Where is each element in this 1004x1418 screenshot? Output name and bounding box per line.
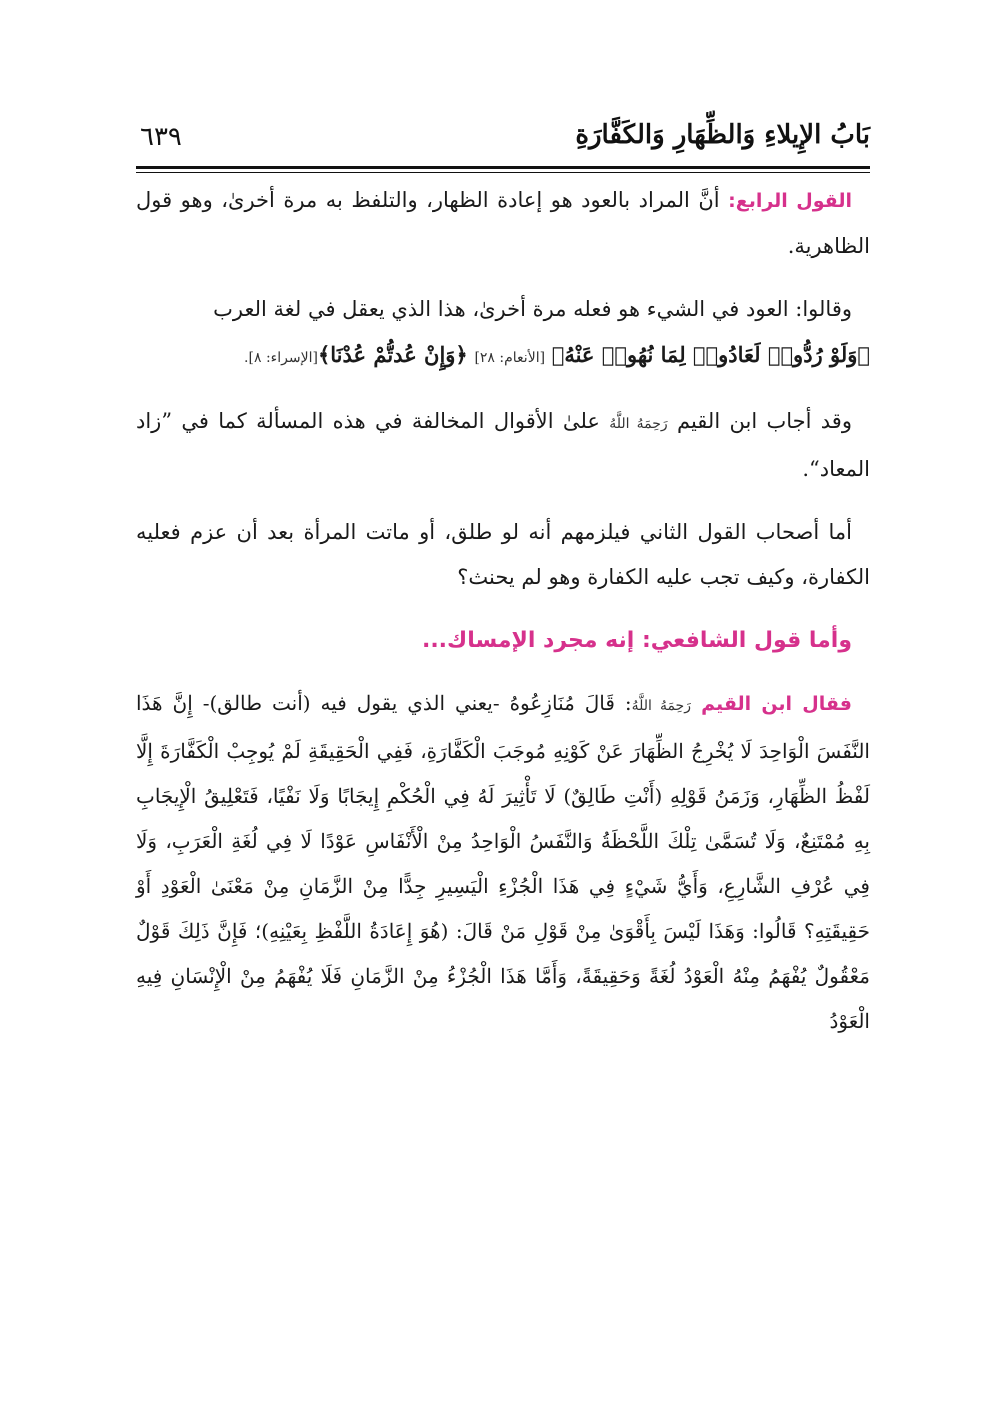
quote-label: فقال ابن القيم [690, 693, 852, 715]
chapter-title: بَابُ الإِيلاءِ وَالظِّهَارِ وَالكَفَّارَةِ [575, 120, 870, 150]
quote-honorific: رَحِمَهُ اللَّهُ [631, 698, 691, 714]
verse-ref-1: [الأنعام: ٢٨] [474, 350, 546, 366]
reply-text-b: علىٰ الأقوال المخالفة في هذه المسألة كما في ”زاد المعاد“. [136, 409, 870, 481]
header-rule-thin [136, 172, 870, 173]
quran-verse-1: ﴿وَلَوْ رُدُّوا۟ لَعَادُوا۟ لِمَا نُهُوا۟ عَنْهُ﴾ [551, 342, 870, 367]
paragraph-second-opinion [136, 510, 870, 600]
fourth-opinion-label: القول الرابع: [728, 190, 852, 212]
second-opinion-text: أما أصحاب القول الثاني فيلزمهم أنه لو طلق، أو ماتت المرأة بعد أن عزم فعليه الكفارة، وكيف تجب عليه الكفارة وهو لم يحنث؟ [136, 520, 870, 589]
header-rule-thick [136, 166, 870, 169]
verse-ref-2: [الإسراء: ٨]. [244, 350, 318, 366]
paragraph-fourth-opinion [136, 178, 870, 269]
quote-text: قَالَ مُنَازِعُوهُ -يعني الذي يقول فيه (أنت طالق)- إِنَّ هَذَا النَّفَسَ الْوَاحِدَ لَا يُخْرِجُ الظِّهَارَ عَنْ كَوْنِهِ مُوجَبَ الْكَفَّارَةِ، فَفِي الْحَقِيقَةِ لَمْ يُوجِبْ الْكَفَّارَةَ إِلَّا لَفْظُ الظِّهَارِ، وَزَمَنُ قَوْلِهِ (أَنْتِ طَالِقٌ) لَا تَأْثِيرَ لَهُ فِي الْحُكْمِ إِيجَابًا وَلَا نَفْيًا، فَتَعْلِيقُ الْإِيجَابِ بِهِ مُمْتَنِعٌ، وَلَا تُسَمَّىٰ تِلْكَ اللَّحْظَةُ وَالنَّفَسُ الْوَاحِدُ مِنْ الْأَنْفَاسِ عَوْدًا لَا فِي لُغَةِ الْعَرَبِ، وَلَا فِي عُرْفِ الشَّارِعِ، وَأَيُّ شَيْءٍ فِي هَذَا الْجُزْءِ الْيَسِيرِ جِدًّا مِنْ الزَّمَانِ مِنْ مَعْنَىٰ الْعَوْدِ أَوْ حَقِيقَتِهِ؟ قَالُوا: وَهَذَا لَيْسَ بِأَقْوَىٰ مِنْ قَوْلِ مَنْ قَالَ: (هُوَ إِعَادَةُ اللَّفْظِ بِعَيْنِهِ)؛ فَإِنَّ ذَلِكَ قَوْلٌ مَعْقُولٌ يُفْهَمُ مِنْهُ الْعَوْدُ لُغَةً وَحَقِيقَةً، وَأَمَّا هَذَا الْجُزْءُ مِنْ الزَّمَانِ فَلَا يُفْهَمُ مِنْ الْإِنْسَانِ فِيهِ الْعَوْدُ [136, 691, 870, 1033]
reply-text-a: وقد أجاب ابن القيم [667, 409, 852, 433]
quote-colon: : [624, 691, 632, 715]
page-number: ٦٣٩ [140, 122, 182, 152]
section-heading: وأما قول الشافعي: إنه مجرد الإمساك... [421, 628, 852, 653]
paragraph-arab-usage [136, 287, 870, 381]
paragraph-ibn-qayyim-reply [136, 399, 870, 492]
fourth-opinion-text: أنَّ المراد بالعود هو إعادة الظهار، والتلفظ به مرة أخرىٰ، وهو قول الظاهرية. [136, 188, 870, 258]
page-header [136, 118, 870, 164]
page-body [136, 178, 870, 1062]
arab-usage-text: وقالوا: العود في الشيء هو فعله مرة أخرىٰ، هذا الذي يعقل في لغة العرب [213, 297, 852, 321]
quran-verse-2: ﴿وَإِنْ عُدتُّمْ عُدْنَا﴾ [317, 342, 468, 367]
paragraph-ibn-qayyim-quote [136, 681, 870, 1044]
honorific: رَحِمَهُ اللَّهُ [609, 416, 668, 432]
